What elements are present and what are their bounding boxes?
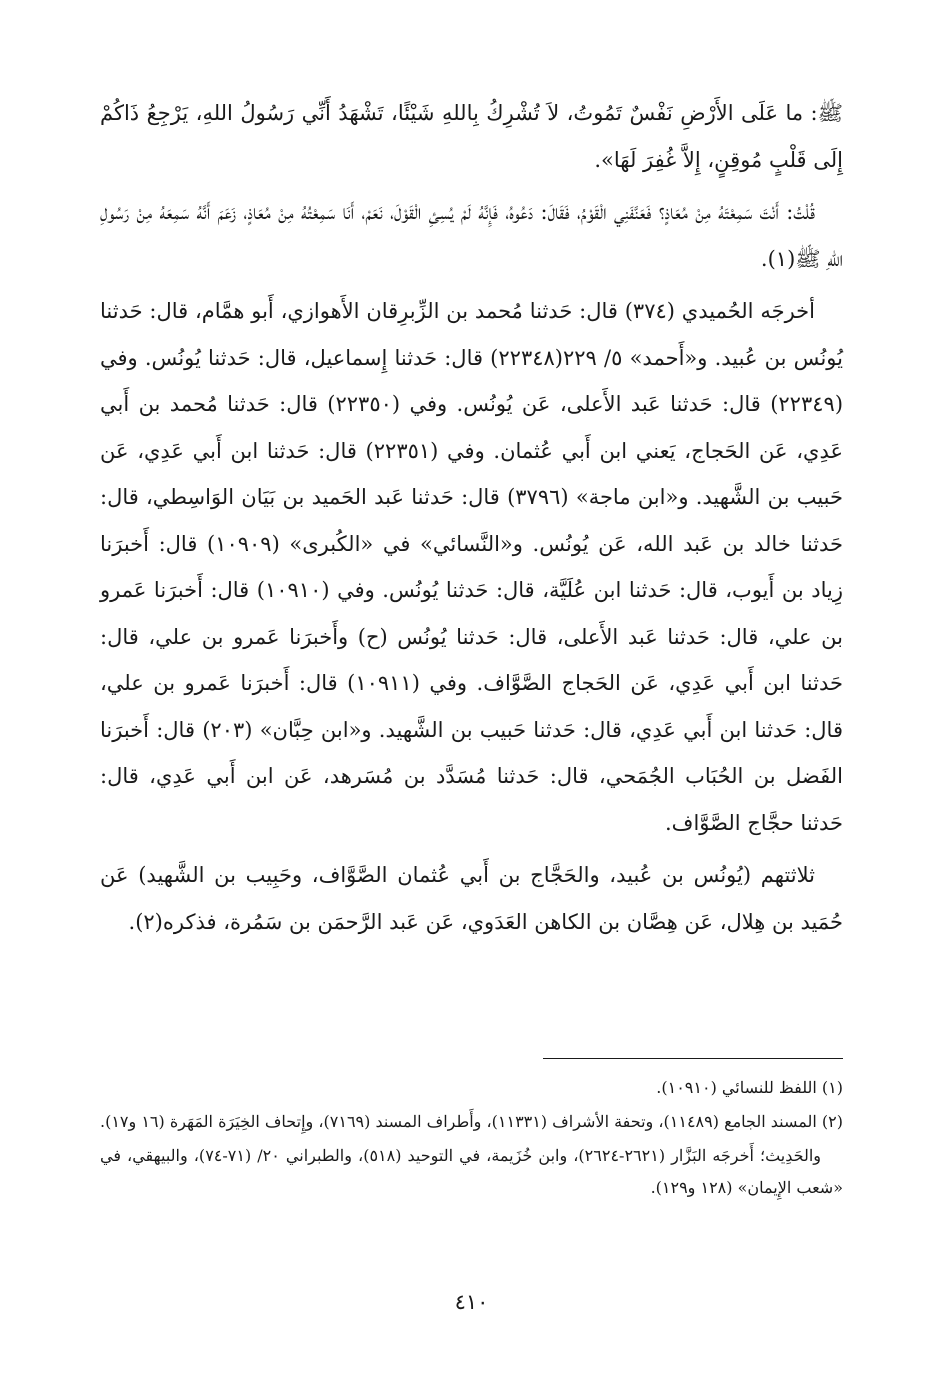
footnotes (100, 1072, 843, 1206)
footnote-2: (٢) المسند الجامع (١١٤٨٩)، وتحفة الأشراف (١١٣٣١)، وأَطراف المسند (٧١٦٩)، وإِتحاف الخِيَرَة المَهَرة (١٦ و١٧). (99, 1112, 843, 1131)
narrator-dialogue-paragraph: قُلْتُ: أَنْتَ سَمِعْتَهُ مِنْ مُعَاذٍ؟ فَعَنَّفَنِي الْقَوْمُ، فَقَالَ: دَعُوهُ، فَإِنَّهُ لَمْ يُسِئِ الْقَوْلَ، نَعَمْ، أَنَا سَمِعْتُهُ مِنْ مُعَاذٍ، زَعَمَ أَنَّهُ سَمِعَهُ مِنْ رَسُولِ اللهِ ﷺ(١). (100, 200, 843, 271)
main-text (100, 90, 843, 945)
isnad-summary-paragraph: ثلاثتهم (يُونُس بن عُبيد، والحَجَّاج بن أَبي عُثمان الصَّوَّاف، وحَبِيب بن الشَّهيد) عَن حُمَيد بن هِلال، عَن هِصَّان بن الكاهن العَدَوي، عَن عَبد الرَّحمَن بن سَمُرة، فذكره(٢). (100, 863, 843, 934)
footnote-separator-rule (543, 1058, 843, 1059)
footnote-1: (١) اللفظ للنسائي (١٠٩١٠). (656, 1078, 843, 1097)
footnote-2-continuation: والحَدِيث؛ أَخرجَه البَزَّار (٢٦٢١-٢٦٢٤)، وابن خُزَيمة، في التوحيد (٥١٨)، والطبراني ٢٠/ (٧١-٧٤)، والبيهقي، في «شعب الإِيمان» (١٢٨ و١٢٩). (100, 1146, 843, 1197)
page-number: ٤١٠ (454, 1290, 489, 1314)
hadith-text-continuation: ﷺ: ما عَلَى الأَرْضِ نَفْسٌ تَمُوتُ، لاَ تُشْرِكُ بِاللهِ شَيْئًا، تَشْهَدُ أَنِّي رَسُولُ اللهِ، يَرْجِعُ ذَاكُمْ إِلَى قَلْبٍ مُوقِنٍ، إِلاَّ غُفِرَ لَهَا». (100, 101, 843, 172)
takhrij-paragraph: أخرجَه الحُميدي (٣٧٤) قال: حَدثنا مُحمد بن الزِّبرِقان الأَهوازي، أَبو همَّام، قال: حَدثنا يُونُس بن عُبيد. و«أَحمد» ٥/ ٢٢٩(٢٢٣٤٨) قال: حَدثنا إِسماعيل، قال: حَدثنا يُونُس. وفي (٢٢٣٤٩) قال: حَدثنا عَبد الأَعلى، عَن يُونُس. وفي (٢٢٣٥٠) قال: حَدثنا مُحمد بن أَبي عَدِي، عَن الحَجاج، يَعني ابن أَبي عُثمان. وفي (٢٢٣٥١) قال: حَدثنا ابن أَبي عَدِي، عَن حَبيب بن الشَّهيد. و«ابن ماجة» (٣٧٩٦) قال: حَدثنا عَبد الحَميد بن بَيَان الوَاسِطي، قال: حَدثنا خالد بن عَبد الله، عَن يُونُس. و«النَّسائي» في «الكُبرى» (١٠٩٠٩) قال: أَخبرَنا زِياد بن أَيوب، قال: حَدثنا ابن عُلَيَّة، قال: حَدثنا يُونُس. وفي (١٠٩١٠) قال: أَخبرَنا عَمرو بن علي، قال: حَدثنا عَبد الأَعلى، قال: حَدثنا يُونُس (ح) وأَخبرَنا عَمرو بن علي، قال: حَدثنا ابن أَبي عَدِي، عَن الحَجاج الصَّوَّاف. وفي (١٠٩١١) قال: أَخبرَنا عَمرو بن علي، قال: حَدثنا ابن أَبي عَدِي، قال: حَدثنا حَبيب بن الشَّهيد. و«ابن حِبَّان» (٢٠٣) قال: أَخبرَنا الفَضل بن الحُبَاب الجُمَحي، قال: حَدثنا مُسَدَّد بن مُسَرهد، عَن ابن أَبي عَدِي، قال: حَدثنا حجَّاج الصَّوَّاف. (100, 299, 844, 835)
